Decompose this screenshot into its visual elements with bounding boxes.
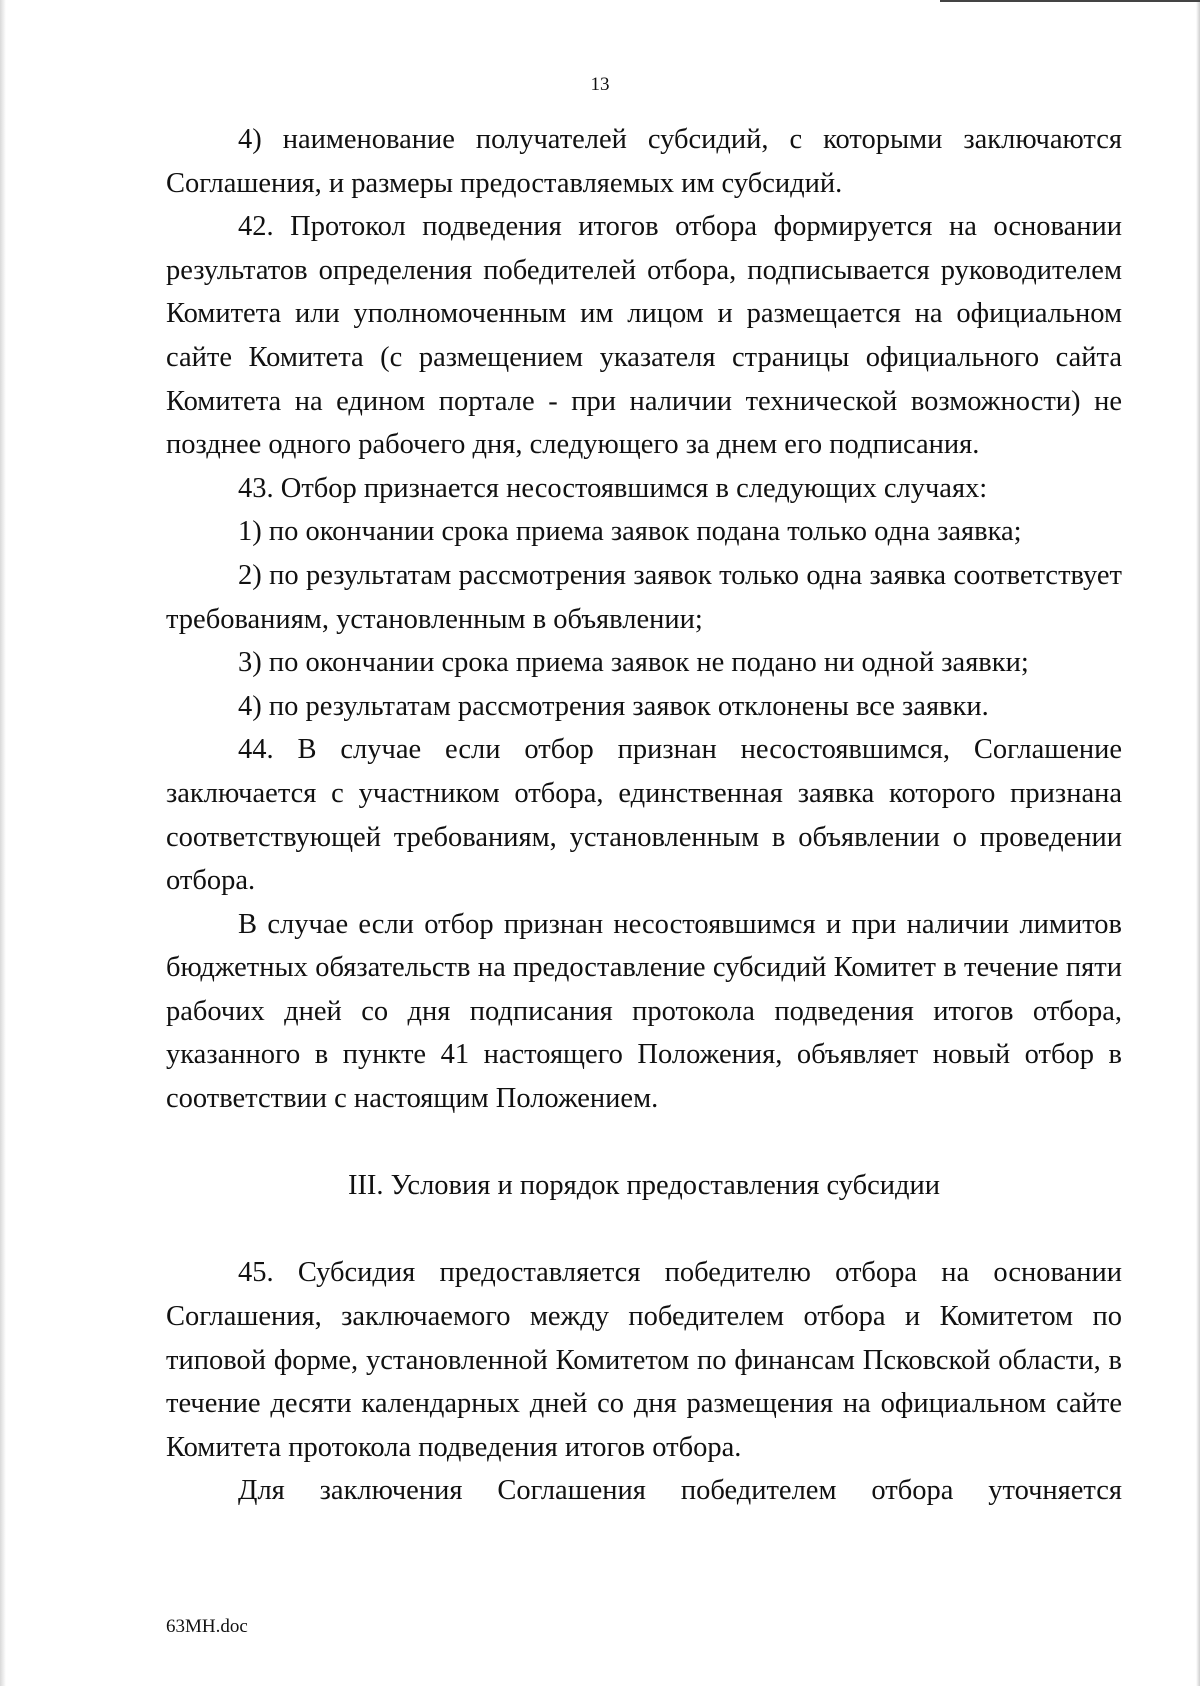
paragraph: 43. Отбор признается несостоявшимся в следующих случаях:: [238, 472, 988, 504]
paragraph: 44. В случае если отбор признан несостоявшимся, Соглашение заключается с участником отбора, единственная заявка которого признана соответствующей требованиям, установленным в объявлении о проведении отбора.: [166, 734, 1122, 897]
document-body: [166, 118, 1122, 1513]
list-item: 2) по результатам рассмотрения заявок только одна заявка соответствует требованиям, установленным в объявлении;: [166, 559, 1122, 635]
paragraph: 4) наименование получателей субсидий, с которыми заключаются Соглашения, и размеры предоставляемых им субсидий.: [166, 124, 1122, 199]
list-item: 1) по окончании срока приема заявок подана только одна заявка;: [238, 516, 1022, 548]
section-heading: III. Условия и порядок предоставления субсидии: [347, 1170, 941, 1202]
scan-edge-left: [0, 0, 6, 1686]
paragraph: 42. Протокол подведения итогов отбора формируется на основании результатов определения победителей отбора, подписывается руководителем Комитета или уполномоченным им лицом и размещается на официальном сайте Комитета (с размещением указателя страницы официального сайта Комитета на едином портале - при наличии технической возможности) не позднее одного рабочего дня, следующего за днем его подписания.: [166, 211, 1122, 461]
list-item: 3) по окончании срока приема заявок не подано ни одной заявки;: [238, 647, 1029, 679]
scan-edge-right: [1196, 0, 1200, 1686]
paragraph: В случае если отбор признан несостоявшимся и при наличии лимитов бюджетных обязательств на предоставление субсидий Комитет в течение пяти рабочих дней со дня подписания протокола подведения итогов отбора, указанного в пункте 41 настоящего Положения, объявляет новый отбор в соответствии с настоящим Положением.: [166, 908, 1122, 1115]
footer-filename: 63МН.doc: [166, 1616, 248, 1637]
paragraph: Для заключения Соглашения победителем отбора уточняется: [238, 1475, 1122, 1507]
page-number: 13: [590, 74, 610, 95]
scan-edge-top: [940, 0, 1200, 2]
paragraph: 45. Субсидия предоставляется победителю отбора на основании Соглашения, заключаемого между победителем отбора и Комитетом по типовой форме, установленной Комитетом по финансам Псковской области, в течение десяти календарных дней со дня размещения на официальном сайте Комитета протокола подведения итогов отбора.: [166, 1257, 1122, 1463]
list-item: 4) по результатам рассмотрения заявок отклонены все заявки.: [238, 690, 989, 722]
